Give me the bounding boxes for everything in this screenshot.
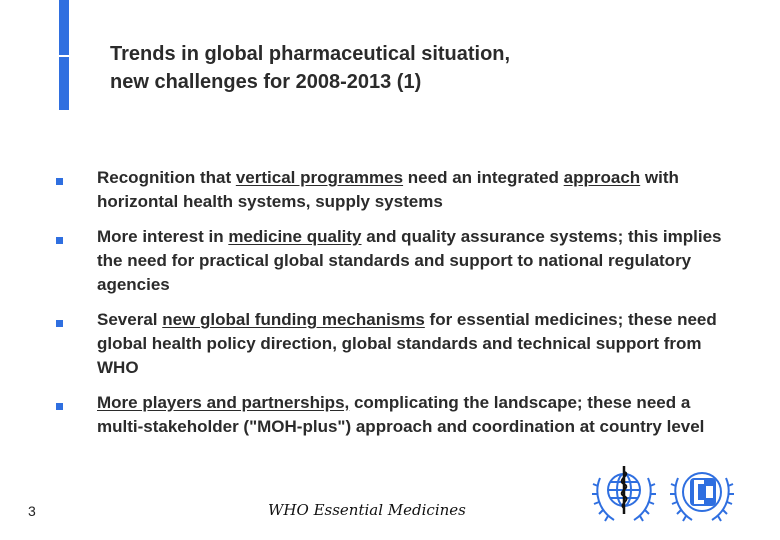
- text-run: for essential medicines; these need global health policy direction, global standards and technical support from WHO: [97, 310, 717, 377]
- list-item: [48, 308, 728, 380]
- list-item: [48, 225, 728, 297]
- bullet-square-icon: [56, 237, 63, 244]
- text-run: complicating the landscape; these need a multi-stakeholder ("MOH-plus") approach and coordination at country level: [97, 393, 705, 436]
- text-run: and quality assurance systems; this implies the need for practical global standards and support to national regulatory agencies: [97, 227, 722, 294]
- slide-title: [110, 40, 510, 96]
- title-line-1: Trends in global pharmaceutical situation,: [110, 43, 511, 65]
- underlined-phrase: More players and partnerships,: [97, 393, 350, 412]
- text-run: More interest in: [97, 227, 229, 246]
- bullet-square-icon: [56, 320, 63, 327]
- accent-bar: [59, 0, 69, 110]
- list-item: [48, 166, 728, 214]
- bullet-text: [97, 308, 728, 380]
- bullet-text: [97, 166, 728, 214]
- who-emblem-icon: [592, 460, 656, 531]
- bullet-text: [97, 391, 728, 439]
- underlined-phrase: approach: [563, 168, 641, 187]
- bullet-list: [48, 166, 728, 450]
- text-run: Recognition that: [97, 168, 236, 187]
- text-run: need an integrated: [403, 168, 564, 187]
- text-run: with horizontal health systems, supply systems: [97, 168, 679, 211]
- bullet-text: [97, 225, 728, 297]
- bullet-square-icon: [56, 403, 63, 410]
- who-cd-emblem-icon: [670, 460, 734, 531]
- underlined-phrase: new global funding mechanisms: [162, 310, 425, 329]
- title-line-2: new challenges for 2008-2013 (1): [110, 71, 422, 93]
- list-item: [48, 391, 728, 439]
- underlined-phrase: vertical programmes: [235, 168, 404, 187]
- bullet-square-icon: [56, 178, 63, 185]
- accent-bar-divider: [59, 55, 69, 57]
- underlined-phrase: medicine quality: [228, 227, 362, 246]
- page-number: 3: [28, 503, 36, 519]
- text-run: Several: [97, 310, 163, 329]
- footer-text: WHO Essential Medicines: [268, 501, 466, 519]
